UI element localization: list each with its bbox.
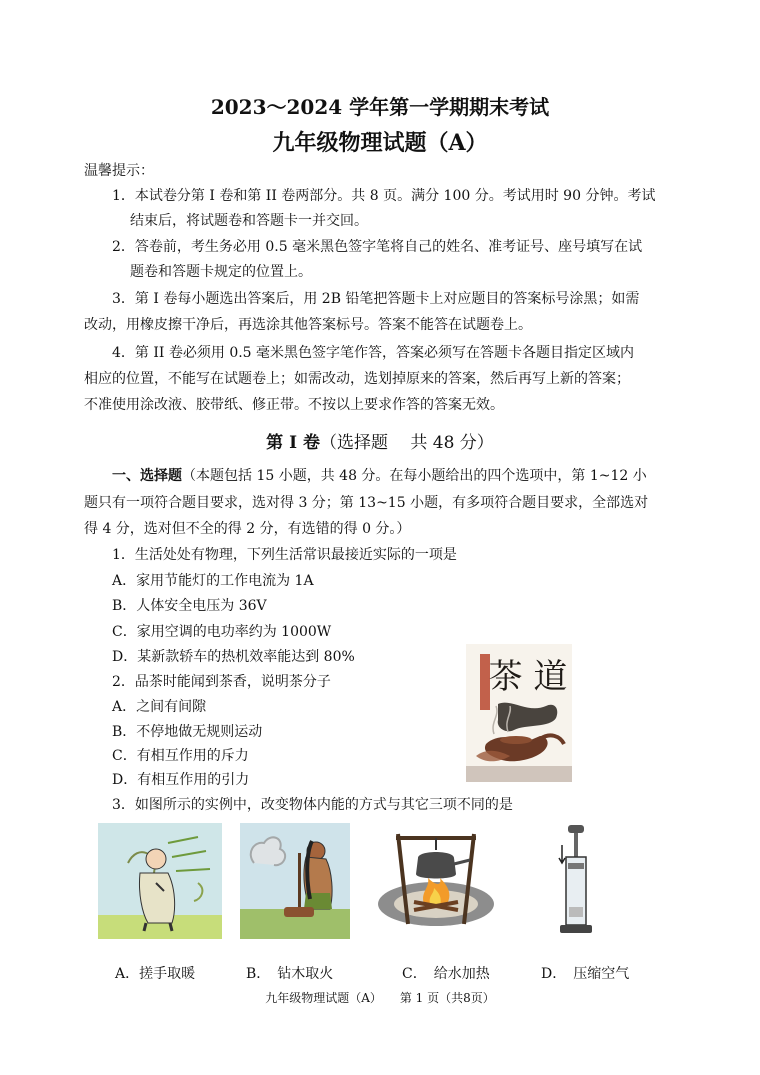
section1-title-rest: （选择题 共 48 分） (319, 433, 494, 453)
q3-label-c: C． 给水加热 (402, 966, 490, 982)
notice-item2-line2: 题卷和答题卡规定的位置上。 (130, 264, 312, 280)
q3-label-d: D． 压缩空气 (541, 966, 630, 982)
section1-intro-text: （本题包括 15 小题，共 48 分。在每小题给出的四个选项中，第 1~12 小 (182, 468, 647, 484)
section1-intro-line2: 题只有一项符合题目要求，选对得 3 分；第 13~15 小题，有多项符合题目要求，全部选对 (84, 495, 649, 511)
section1-title (0, 428, 760, 453)
q1-option-c: C．家用空调的电功率约为 1000W (112, 624, 332, 640)
q1-option-a: A．家用节能灯的工作电流为 1A (112, 573, 314, 589)
compressing-air-image (556, 823, 596, 939)
section1-intro-bold: 一、选择题 (112, 468, 182, 484)
page-footer: 九年级物理试题（A） 第 1 页（共8页） (265, 991, 495, 1005)
tea-ceremony-image (466, 644, 572, 782)
section1-intro-line3: 得 4 分，选对但不全的得 2 分，有选错的得 0 分。） (84, 521, 411, 537)
q2-option-c: C．有相互作用的斥力 (112, 748, 249, 764)
section1-title-bold: 第 I 卷 (266, 433, 320, 453)
tea-calligraphy-top: 茶 道 (488, 657, 568, 697)
q2-option-a: A．之间有间隙 (112, 699, 207, 715)
exam-title-line2: 九年级物理试题（A） (272, 130, 488, 156)
notice-item3-line1: 3．第 I 卷每小题选出答案后，用 2B 铅笔把答题卡上对应题目的答案标号涂黑；如需 (112, 291, 640, 307)
q2-stem: 2．品茶时能闻到茶香，说明茶分子 (112, 674, 331, 690)
q3-label-a: A．搓手取暖 (115, 966, 196, 982)
exam-title-line1: 2023～2024 学年第一学期期末考试 (210, 95, 550, 119)
notice-item3-line2: 改动，用橡皮擦干净后，再选涂其他答案标号。答案不能答在试题卷上。 (84, 317, 532, 333)
section1-intro-line1 (112, 467, 647, 485)
q1-option-b: B．人体安全电压为 36V (112, 598, 267, 614)
notice-item4-line1: 4．第 II 卷必须用 0.5 毫米黑色签字笔作答，答案必须写在答题卡各题目指定区域内 (112, 345, 635, 361)
rubbing-hands-image (98, 823, 222, 939)
heating-water-image (374, 826, 498, 934)
notice-item4-line2: 相应的位置，不能写在试题卷上；如需改动，选划掉原来的答案，然后再写上新的答案； (84, 371, 630, 387)
q3-label-b: B． 钻木取火 (246, 966, 334, 982)
notice-item1-line1: 1．本试卷分第 I 卷和第 II 卷两部分。共 8 页。满分 100 分。考试用时 90 分钟。考试 (112, 188, 656, 204)
q2-option-b: B．不停地做无规则运动 (112, 724, 263, 740)
notice-heading: 温馨提示： (84, 163, 154, 179)
notice-item4-line3: 不准使用涂改液、胶带纸、修正带。不按以上要求作答的答案无效。 (84, 397, 504, 413)
q3-stem: 3．如图所示的实例中，改变物体内能的方式与其它三项不同的是 (112, 797, 513, 813)
drilling-wood-image (240, 823, 350, 939)
notice-item1-line2: 结束后，将试题卷和答题卡一并交回。 (130, 213, 368, 229)
q1-option-d: D．某新款轿车的热机效率能达到 80% (112, 649, 355, 665)
q2-option-d: D．有相互作用的引力 (112, 772, 250, 788)
notice-item2-line1: 2．答卷前，考生务必用 0.5 毫米黑色签字笔将自己的姓名、准考证号、座号填写在试 (112, 239, 643, 255)
q1-stem: 1．生活处处有物理，下列生活常识最接近实际的一项是 (112, 547, 457, 563)
